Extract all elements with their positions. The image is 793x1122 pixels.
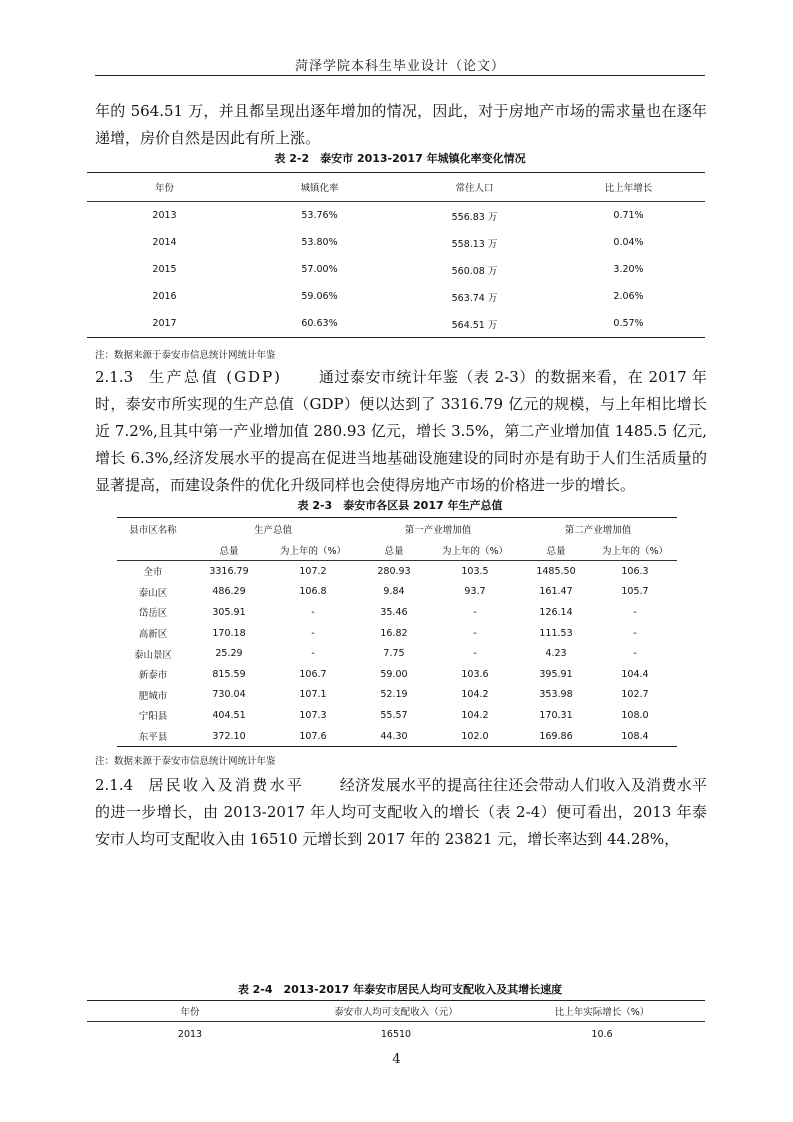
table-cell: 7.75 <box>383 648 405 660</box>
table-cell: 53.80% <box>301 237 338 248</box>
table-cell: 4.23 <box>545 648 567 660</box>
section-number: 2.1.3 <box>95 368 134 386</box>
table-2-3 <box>117 517 677 747</box>
table-row <box>87 1022 705 1047</box>
table-cell: 44.30 <box>380 730 408 742</box>
table-cell: 395.91 <box>539 668 573 680</box>
section-2-1-3 <box>95 364 707 499</box>
table-cell: 126.14 <box>539 606 573 618</box>
table-cell: 55.57 <box>380 709 408 721</box>
table-cell: 372.10 <box>212 730 246 742</box>
table-cell: 353.98 <box>539 689 573 701</box>
table-cell: 泰山区 <box>138 587 168 599</box>
table-cell: 107.3 <box>299 709 327 721</box>
table-cell: - <box>311 627 315 639</box>
section-number: 2.1.4 <box>95 776 134 794</box>
table-cell: 60.63% <box>301 318 338 329</box>
table-cell: 106.3 <box>621 565 649 577</box>
section-text: 平的进一步增长，由 2013-2017 年人均可支配收入的增长（表 2-4）便可看出，2013 年泰安市人均可支配收入由 16510 元增长到 2017 年的 23821 元，增长率达到 44.28%， <box>95 776 707 848</box>
column-header: 总量 <box>519 540 593 561</box>
section-title: 生产总值 (GDP) <box>148 368 283 386</box>
table-cell: 104.2 <box>461 709 489 721</box>
table-cell: - <box>473 606 477 618</box>
table-cell: 52.19 <box>380 689 408 701</box>
table-2-3-note: 注：数据来源于泰安市信息统计网统计年鉴 <box>95 756 276 767</box>
table-cell: 59.06% <box>301 291 338 302</box>
table-row <box>87 202 705 230</box>
table-cell: 102.7 <box>621 689 649 701</box>
table-cell: 2016 <box>152 291 177 302</box>
table-cell: 107.2 <box>299 565 327 577</box>
section-text: 泰安市所实现的生产总值（GDP）便以达到了 3316.79 亿元的规模，与上年相比增长近 7.2%,且其中第一产业增加值 280.93 亿元，增长 3.5%，第二产业增加值 1485.5 亿元,增长 6.3%,经济发展水平的提高在促进当地基础设施建设的同时亦是有助于人们生活质量的显著提高，而建设条件的优化升级同样也会使得房地产市场的价格进一步的增长。 <box>95 395 707 494</box>
paragraph-continuation: 年的 564.51 万，并且都呈现出逐年增加的情况，因此，对于房地产市场的需求量也在逐年递增，房价自然是因此有所上涨。 <box>95 102 707 147</box>
table-cell: 9.84 <box>383 586 405 598</box>
table-cell: 558.13 万 <box>451 238 498 250</box>
table-cell: 16.82 <box>380 627 408 639</box>
table-cell: 103.5 <box>461 565 489 577</box>
header-rule <box>95 75 705 76</box>
table-cell: - <box>311 648 315 660</box>
table-cell: 东平县 <box>138 732 168 744</box>
table-row <box>87 256 705 283</box>
table-cell: 10.6 <box>591 1028 613 1040</box>
table-2-2-note: 注：数据来源于泰安市信息统计网统计年鉴 <box>95 350 276 361</box>
table-cell: 59.00 <box>380 668 408 680</box>
table-2-3-caption: 表 2-3 泰安市各区县 2017 年生产总值 <box>297 499 503 512</box>
table-2-2 <box>87 172 705 338</box>
table-cell: 25.29 <box>215 648 243 660</box>
table-cell: - <box>633 606 637 618</box>
table-cell: 53.76% <box>301 210 338 221</box>
table-cell: 57.00% <box>301 264 338 275</box>
table-2-4-caption: 表 2-4 2013-2017 年泰安市居民人均可支配收入及其增长速度 <box>237 983 563 996</box>
table-cell: 全市 <box>143 567 163 579</box>
table-cell: - <box>473 627 477 639</box>
table-cell: - <box>473 648 477 660</box>
table-row <box>117 643 677 664</box>
section-2-1-4 <box>95 772 707 853</box>
table-2-4 <box>87 1000 705 1046</box>
table-cell: 宁阳县 <box>138 711 168 723</box>
section-text-first-line: 通过泰安市统计年鉴（表 2-3）的数据来看，在 2017 年时， <box>95 368 707 413</box>
table-cell: 107.6 <box>299 730 327 742</box>
table-cell: 泰山景区 <box>133 649 172 661</box>
table-cell: 93.7 <box>464 586 486 598</box>
column-header: 常住人口 <box>397 173 552 202</box>
table-cell: 280.93 <box>377 565 411 577</box>
table-cell: 0.71% <box>613 210 644 221</box>
table-cell: - <box>633 648 637 660</box>
table-cell: 170.18 <box>212 627 246 639</box>
column-header: 泰安市人均可支配收入（元） <box>293 1001 499 1022</box>
table-row <box>87 283 705 310</box>
table-cell: 2014 <box>152 237 177 248</box>
table-cell: 2013 <box>152 210 177 221</box>
table-cell: 104.2 <box>461 689 489 701</box>
column-header: 总量 <box>357 540 431 561</box>
column-header: 比上年增长 <box>552 173 705 202</box>
table-cell: 815.59 <box>212 668 246 680</box>
table-cell: 106.8 <box>299 586 327 598</box>
table-cell: 0.57% <box>613 318 644 329</box>
table-cell: 3.20% <box>613 264 644 275</box>
table-row <box>117 726 677 747</box>
table-cell: 岱岳区 <box>138 608 168 620</box>
table-2-2-caption: 表 2-2 泰安市 2013-2017 年城镇化率变化情况 <box>274 152 526 165</box>
table-cell: 170.31 <box>539 709 573 721</box>
column-header: 为上年的（%） <box>593 540 677 561</box>
table-row <box>117 705 677 726</box>
table-cell: 2015 <box>152 264 177 275</box>
table-cell: 563.74 万 <box>451 292 498 304</box>
column-header: 总量 <box>189 540 269 561</box>
table-cell: 16510 <box>380 1028 412 1040</box>
table-cell: 肥城市 <box>138 690 168 702</box>
table-cell: 35.46 <box>380 606 408 618</box>
column-header: 城镇化率 <box>242 173 397 202</box>
table-cell: 2013 <box>177 1028 203 1040</box>
column-group-header: 生产总值 <box>253 525 292 536</box>
table-cell: 高新区 <box>138 629 168 641</box>
page-header: 菏泽学院本科生毕业设计（论文） <box>294 59 505 74</box>
table-row <box>117 582 677 603</box>
table-row <box>87 310 705 338</box>
table-cell: 107.1 <box>299 689 327 701</box>
table-cell: 730.04 <box>212 689 246 701</box>
table-cell: - <box>633 627 637 639</box>
table-cell: 0.04% <box>613 237 644 248</box>
column-header: 比上年实际增长（%） <box>499 1001 705 1022</box>
table-cell: 161.47 <box>539 586 573 598</box>
table-cell: 106.7 <box>299 668 327 680</box>
table-cell: 108.4 <box>621 730 649 742</box>
table-cell: 169.86 <box>539 730 573 742</box>
table-cell: 560.08 万 <box>451 265 498 277</box>
table-cell: 556.83 万 <box>451 211 498 223</box>
column-header: 为上年的（%） <box>269 540 357 561</box>
table-cell: - <box>311 606 315 618</box>
table-cell: 2017 <box>152 318 177 329</box>
column-header: 年份 <box>87 1001 293 1022</box>
table-row <box>117 685 677 706</box>
table-row <box>117 602 677 623</box>
table-cell: 305.91 <box>212 606 246 618</box>
table-cell: 104.4 <box>621 668 649 680</box>
column-header: 为上年的（%） <box>431 540 519 561</box>
table-cell: 103.6 <box>461 668 489 680</box>
section-text-first-line: 经济发展水平的提高往往还会带动人们收入及消费水 <box>339 776 692 794</box>
column-group-header: 第二产业增加值 <box>564 525 632 536</box>
table-cell: 105.7 <box>621 586 649 598</box>
page-number: 4 <box>392 1052 401 1067</box>
table-cell: 102.0 <box>461 730 489 742</box>
table-cell: 111.53 <box>539 627 573 639</box>
table-cell: 1485.50 <box>536 565 576 577</box>
table-row <box>117 623 677 644</box>
column-header: 县市区名称 <box>129 525 177 536</box>
table-cell: 108.0 <box>621 709 649 721</box>
column-header <box>117 540 189 561</box>
table-cell: 新泰市 <box>138 670 168 682</box>
column-header: 年份 <box>87 173 242 202</box>
table-row <box>117 561 677 582</box>
table-cell: 486.29 <box>212 586 246 598</box>
section-title: 居民收入及消费水平 <box>148 776 305 794</box>
table-cell: 3316.79 <box>209 565 249 577</box>
table-row <box>87 229 705 256</box>
column-group-header: 第一产业增加值 <box>404 525 472 536</box>
table-row <box>117 664 677 685</box>
table-cell: 564.51 万 <box>451 319 498 331</box>
table-cell: 404.51 <box>212 709 246 721</box>
table-cell: 2.06% <box>613 291 644 302</box>
